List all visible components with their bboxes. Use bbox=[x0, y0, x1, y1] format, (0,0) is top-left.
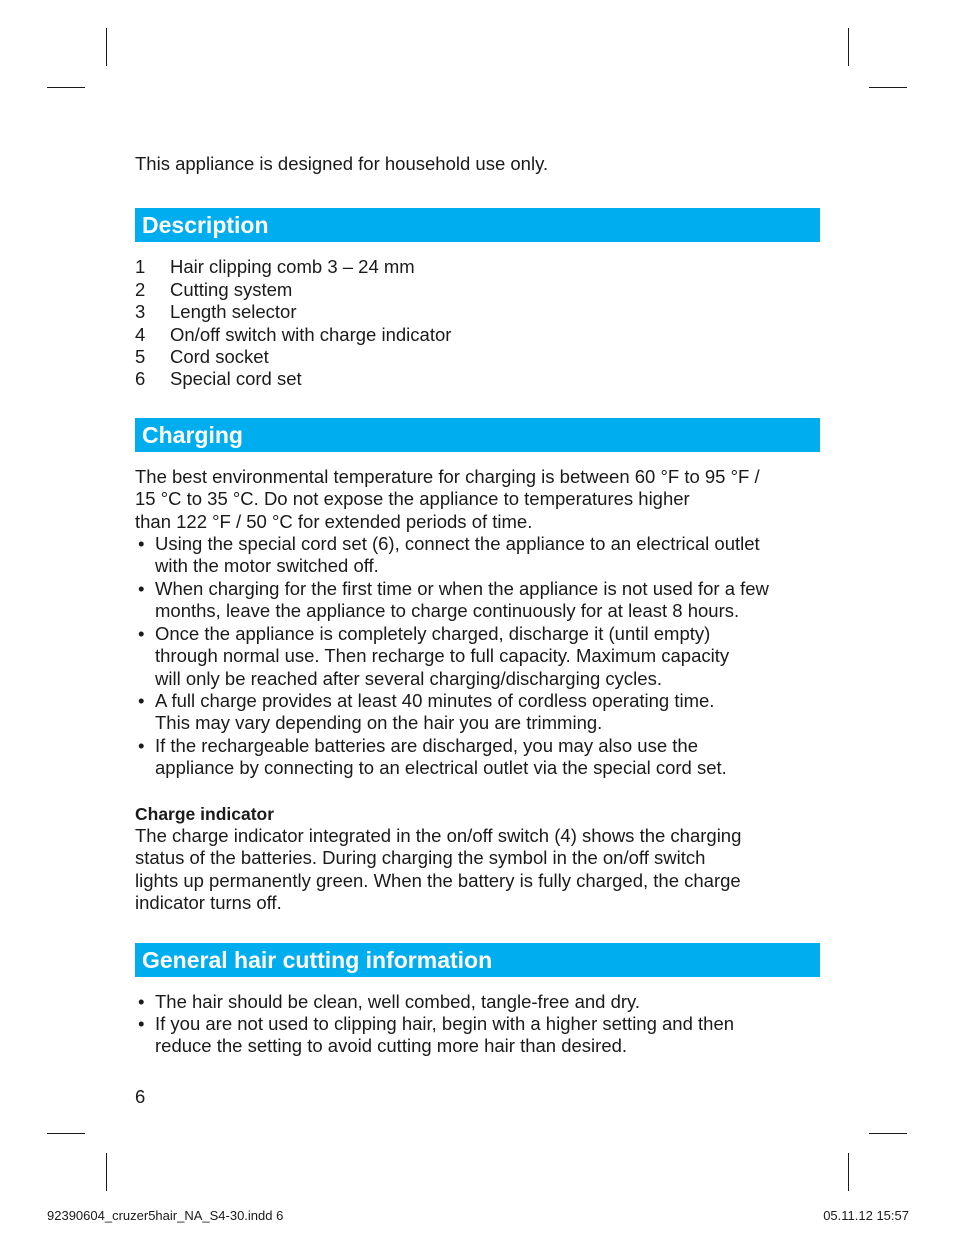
charging-heading-band bbox=[135, 418, 820, 452]
bullet-item bbox=[135, 991, 820, 1013]
crop-mark-top-right-vertical bbox=[848, 28, 849, 66]
item-number: 2 bbox=[135, 278, 146, 300]
text-line: than 122 °F / 50 °C for extended periods of time. bbox=[135, 510, 533, 532]
charging-intro bbox=[135, 466, 820, 533]
text-line: through normal use. Then recharge to full capacity. Maximum capacity bbox=[155, 645, 730, 667]
crop-mark-top-left-vertical bbox=[106, 28, 107, 66]
charge-indicator-section bbox=[135, 803, 820, 915]
text-line: 15 °C to 35 °C. Do not expose the appliance to temperatures higher bbox=[135, 488, 690, 510]
text-line: reduce the setting to avoid cutting more hair than desired. bbox=[155, 1035, 628, 1057]
bullet-item bbox=[135, 578, 820, 623]
bullet-item bbox=[135, 735, 820, 780]
bullet-item bbox=[135, 623, 820, 690]
text-line: lights up permanently green. When the battery is fully charged, the charge bbox=[135, 869, 741, 891]
crop-mark-bottom-left-horizontal bbox=[47, 1133, 85, 1134]
text-line: The best environmental temperature for charging is between 60 °F to 95 °F / bbox=[135, 465, 760, 487]
crop-mark-bottom-right-vertical bbox=[848, 1153, 849, 1191]
general-heading: General hair cutting information bbox=[142, 946, 493, 973]
item-number: 1 bbox=[135, 256, 146, 278]
text-line: • If the rechargeable batteries are discharged, you may also use the bbox=[155, 734, 698, 756]
general-heading-band bbox=[135, 943, 820, 977]
description-heading: Description bbox=[142, 212, 269, 239]
text-line: will only be reached after several charging/discharging cycles. bbox=[155, 667, 662, 689]
item-text: Special cord set bbox=[170, 368, 302, 390]
list-item bbox=[135, 346, 820, 368]
item-text: Length selector bbox=[170, 301, 297, 323]
bullet-item bbox=[135, 690, 820, 735]
item-text: Cutting system bbox=[170, 278, 293, 300]
bullet-item bbox=[135, 533, 820, 578]
intro-text: This appliance is designed for household use only. bbox=[135, 153, 549, 174]
item-number: 4 bbox=[135, 323, 146, 345]
text-line: appliance by connecting to an electrical outlet via the special cord set. bbox=[155, 757, 727, 779]
page-content bbox=[135, 153, 820, 1058]
list-item bbox=[135, 324, 820, 346]
crop-mark-top-right-horizontal bbox=[869, 87, 907, 88]
item-number: 5 bbox=[135, 346, 146, 368]
text-line: status of the batteries. During charging the symbol in the on/off switch bbox=[135, 847, 706, 869]
text-line: • If you are not used to clipping hair, begin with a higher setting and then bbox=[155, 1012, 735, 1034]
general-bullets bbox=[135, 991, 820, 1058]
charging-bullets bbox=[135, 533, 820, 779]
text-line: This may vary depending on the hair you are trimming. bbox=[155, 712, 603, 734]
charge-indicator-heading: Charge indicator bbox=[135, 803, 275, 824]
bullet-item bbox=[135, 1013, 820, 1058]
item-text: Hair clipping comb 3 – 24 mm bbox=[170, 256, 415, 278]
text-line: • Using the special cord set (6), connect the appliance to an electrical outlet bbox=[155, 533, 760, 555]
list-item bbox=[135, 279, 820, 301]
text-line: indicator turns off. bbox=[135, 892, 282, 914]
charging-heading: Charging bbox=[142, 421, 243, 448]
item-number: 3 bbox=[135, 301, 146, 323]
list-item bbox=[135, 256, 820, 278]
text-line: • When charging for the first time or when the appliance is not used for a few bbox=[155, 577, 769, 599]
text-line: • A full charge provides at least 40 minutes of cordless operating time. bbox=[155, 689, 715, 711]
list-item bbox=[135, 368, 820, 390]
crop-mark-bottom-right-horizontal bbox=[869, 1133, 907, 1134]
footer-file-name: 92390604_cruzer5hair_NA_S4-30.indd 6 bbox=[47, 1208, 284, 1223]
item-text: Cord socket bbox=[170, 346, 269, 368]
description-heading-band bbox=[135, 208, 820, 242]
text-line: months, leave the appliance to charge continuously for at least 8 hours. bbox=[155, 600, 740, 622]
page-number: 6 bbox=[135, 1086, 146, 1107]
text-line: • The hair should be clean, well combed, tangle-free and dry. bbox=[155, 990, 641, 1012]
parts-list bbox=[135, 256, 820, 390]
text-line: • Once the appliance is completely charged, discharge it (until empty) bbox=[155, 622, 711, 644]
item-number: 6 bbox=[135, 368, 146, 390]
crop-mark-top-left-horizontal bbox=[47, 87, 85, 88]
crop-mark-bottom-left-vertical bbox=[106, 1153, 107, 1191]
list-item bbox=[135, 301, 820, 323]
footer-date-time: 05.11.12 15:57 bbox=[823, 1208, 909, 1223]
text-line: The charge indicator integrated in the on/off switch (4) shows the charging bbox=[135, 824, 742, 846]
item-text: On/off switch with charge indicator bbox=[170, 323, 452, 345]
text-line: with the motor switched off. bbox=[155, 555, 379, 577]
